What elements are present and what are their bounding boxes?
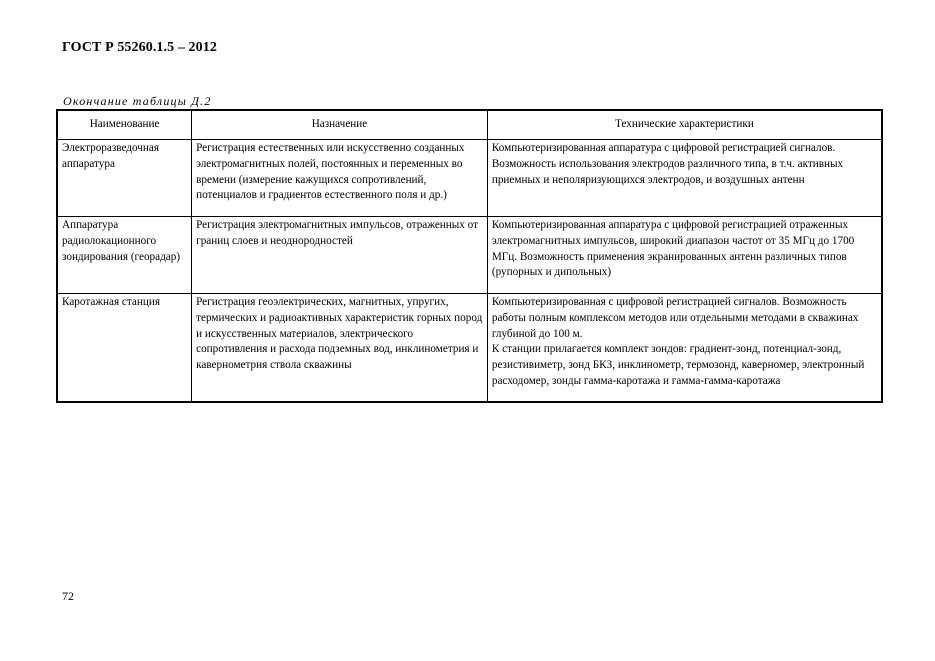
column-header-purpose: Назначение <box>192 110 488 140</box>
cell-tech-extra: К станции прилагается комплект зондов: градиент-зонд, потенциал-зонд, резистивиметр, зонд БКЗ, инклинометр, термозонд, каверномер, электронный расходомер, зонды гамма-каротажа и гамма-гамма-каротажа <box>491 343 865 387</box>
cell-tech: Компьютеризированная аппаратура с цифровой регистрацией отраженных электромагнитных импульсов, широкий диапазон частот от 35 МГц до 1700 МГц. Возможность применения экранированных антенн различных типов (рупорных и дипольных) <box>487 217 882 294</box>
table-row <box>57 294 882 402</box>
cell-tech: Компьютеризированная аппаратура с цифровой регистрацией сигналов. Возможность использования электродов различного типа, в т.ч. активных приемных и неполяризующихся электродов, и воздушных антенн <box>487 140 882 217</box>
equipment-table <box>56 109 883 403</box>
cell-purpose: Регистрация геоэлектрических, магнитных, упругих, термических и радиоактивных характеристик горных пород и искусственных материалов, электрического сопротивления и расхода подземных вод, инклинометрия и кавернометрия ствола скважины <box>192 294 488 402</box>
column-header-tech: Технические характеристики <box>487 110 882 140</box>
cell-tech <box>487 294 882 402</box>
table-row <box>57 217 882 294</box>
cell-name: Аппаратура радиолокационного зондирования (георадар) <box>57 217 192 294</box>
column-header-name: Наименование <box>57 110 192 140</box>
cell-name: Каротажная станция <box>57 294 192 402</box>
cell-tech-text: Компьютеризированная с цифровой регистрацией сигналов. Возможность работы полным комплексом методов или отдельными методами в скважинах глубиной до 100 м. <box>491 296 859 340</box>
table-header-row <box>57 110 882 140</box>
cell-name: Электроразведочная аппаратура <box>57 140 192 217</box>
table-caption: Окончание таблицы Д.2 <box>63 94 212 108</box>
cell-purpose: Регистрация естественных или искусственно созданных электромагнитных полей, постоянных и переменных во времени (измерение кажущихся сопротивлений, потенциалов и градиентов естественного поля и др.) <box>192 140 488 217</box>
document-header: ГОСТ Р 55260.1.5 – 2012 <box>62 40 217 55</box>
page-number: 72 <box>62 589 74 603</box>
table-row <box>57 140 882 217</box>
cell-purpose: Регистрация электромагнитных импульсов, отраженных от границ слоев и неоднородностей <box>192 217 488 294</box>
